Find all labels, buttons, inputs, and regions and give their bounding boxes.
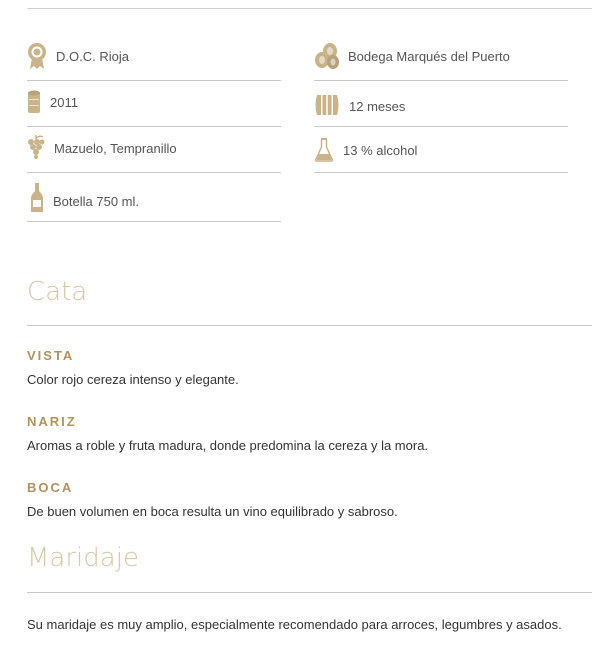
spec-alcohol — [314, 126, 568, 173]
spec-winery — [314, 34, 568, 81]
barrels-icon — [314, 43, 340, 69]
barrel-icon — [314, 94, 340, 116]
vintage-text: 2011 — [50, 95, 78, 110]
spec-aging — [314, 80, 568, 127]
award-ribbon-icon — [27, 42, 47, 70]
note-text-vista: Color rojo cereza intenso y elegante. — [27, 372, 239, 387]
spec-vintage — [27, 80, 281, 127]
flask-icon — [315, 138, 333, 162]
grapes-icon — [27, 135, 45, 159]
spec-grapes — [27, 126, 281, 173]
pairing-text: Su maridaje es muy amplio, especialmente recomendado para arroces, legumbres y asados. — [27, 617, 562, 632]
note-text-boca: De buen volumen en boca resulta un vino equilibrado y sabroso. — [27, 504, 398, 519]
appellation-text: D.O.C. Rioja — [56, 49, 129, 64]
note-heading-nariz: NARIZ — [27, 414, 77, 429]
spec-bottle — [27, 172, 281, 222]
note-heading-vista: VISTA — [27, 348, 75, 363]
note-heading-boca: BOCA — [27, 480, 74, 495]
aging-text: 12 meses — [349, 99, 406, 114]
bottle-text: Botella 750 ml. — [53, 194, 139, 209]
tasting-divider — [27, 325, 592, 326]
cork-icon — [27, 90, 41, 114]
note-text-nariz: Aromas a roble y fruta madura, donde predomina la cereza y la mora. — [27, 438, 429, 453]
tasting-title: Cata — [27, 277, 88, 307]
pairing-title: Maridaje — [27, 543, 139, 573]
pairing-divider — [27, 592, 592, 593]
spec-appellation — [27, 34, 281, 81]
top-divider — [27, 8, 592, 9]
grapes-text: Mazuelo, Tempranillo — [54, 141, 177, 156]
winery-text: Bodega Marqués del Puerto — [348, 49, 510, 64]
bottle-icon — [31, 183, 43, 213]
alcohol-text: 13 % alcohol — [343, 143, 418, 158]
